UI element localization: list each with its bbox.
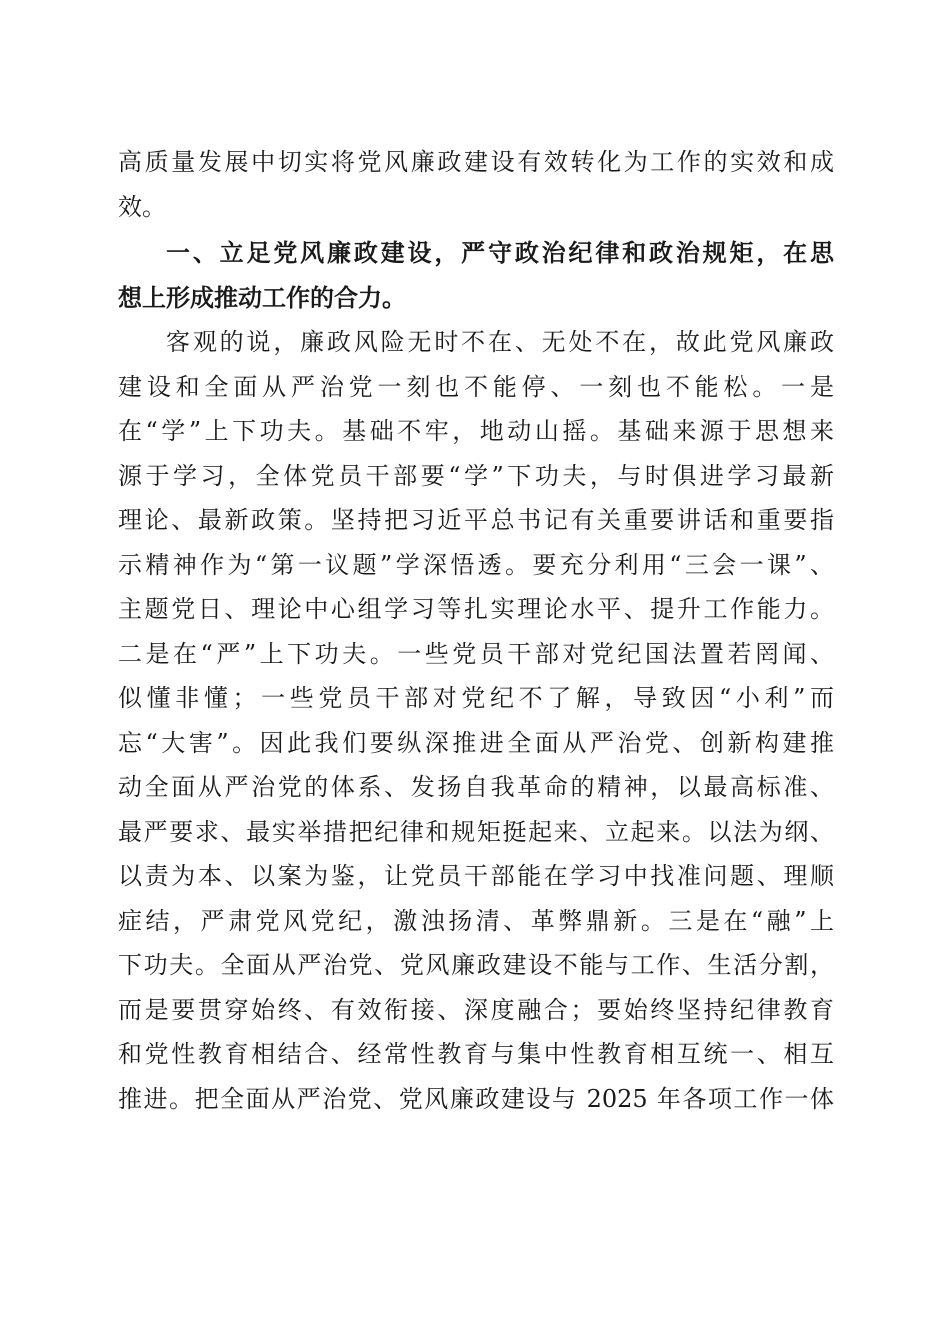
body-paragraph — [118, 320, 834, 1121]
text-line: 似懂非懂；一些党员干部对党纪不了解，导致因“小利”而 — [118, 684, 834, 712]
section-heading — [118, 231, 834, 320]
text-line: 客观的说，廉政风险无时不在、无处不在，故此党风廉政 — [166, 328, 834, 356]
document-body — [118, 140, 834, 1121]
text-line: 下功夫。全面从严治党、党风廉政建设不能与工作、生活分割， — [118, 951, 834, 979]
text-line: 而是要贯穿始终、有效衔接、深度融合；要始终坚持纪律教育 — [118, 995, 834, 1024]
intro-paragraph — [118, 140, 834, 229]
text-line: 建设和全面从严治党一刻也不能停、一刻也不能松。一是 — [118, 372, 834, 401]
text-line: 以责为本、以案为鉴，让党员干部能在学习中找准问题、理顺 — [118, 862, 834, 890]
text-line: 二是在“严”上下功夫。一些党员干部对党纪国法置若罔闻、 — [118, 639, 834, 668]
text-line: 示精神作为“第一议题”学深悟透。要充分利用“三会一课”、 — [118, 550, 834, 579]
heading-line: 想上形成推动工作的合力。 — [118, 283, 406, 312]
text-line: 和党性教育相结合、经常性教育与集中性教育相互统一、相互 — [118, 1040, 834, 1068]
heading-line: 一、立足党风廉政建设，严守政治纪律和政治规矩，在思 — [166, 239, 834, 267]
text-line: 推进。把全面从严治党、党风廉政建设与 2025 年各项工作一体 — [118, 1084, 834, 1113]
text-line: 源于学习，全体党员干部要“学”下功夫，与时俱进学习最新 — [118, 461, 834, 490]
text-line: 忘“大害”。因此我们要纵深推进全面从严治党、创新构建推 — [118, 728, 834, 757]
text-line: 高质量发展中切实将党风廉政建设有效转化为工作的实效和成 — [118, 148, 834, 176]
text-line: 症结，严肃党风党纪，激浊扬清、革弊鼎新。三是在“融”上 — [118, 906, 834, 935]
text-line: 理论、最新政策。坚持把习近平总书记有关重要讲话和重要指 — [118, 506, 834, 534]
text-line: 主题党日、理论中心组学习等扎实理论水平、提升工作能力。 — [118, 595, 834, 623]
text-line: 效。 — [118, 192, 166, 221]
text-line: 动全面从严治党的体系、发扬自我革命的精神，以最高标准、 — [118, 773, 834, 801]
text-line: 最严要求、最实举措把纪律和规矩挺起来、立起来。以法为纲、 — [118, 817, 834, 846]
text-line: 在“学”上下功夫。基础不牢，地动山摇。基础来源于思想来 — [118, 417, 834, 445]
